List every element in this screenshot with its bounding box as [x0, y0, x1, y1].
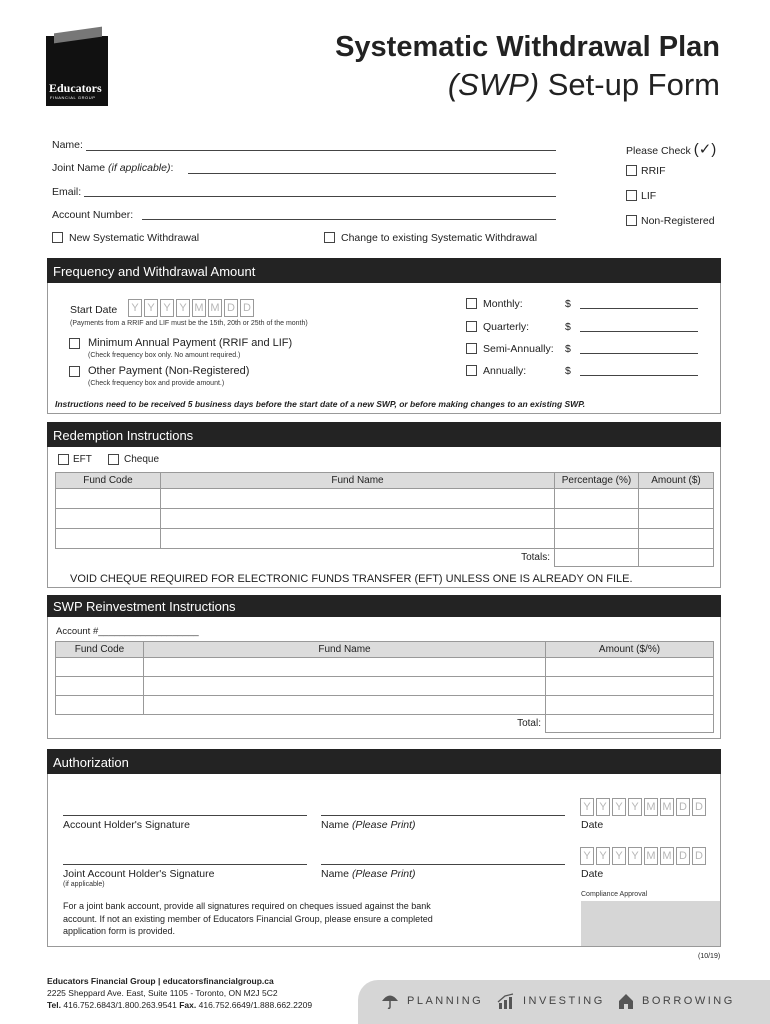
form-version: (10/19)	[698, 953, 721, 960]
min-payment-checkbox[interactable]	[69, 338, 80, 349]
holder-signature-field[interactable]	[63, 815, 307, 816]
redemption-section-header: Redemption Instructions	[47, 422, 721, 447]
joint-signature-field[interactable]	[63, 864, 307, 865]
compliance-approval-label: Compliance Approval	[581, 891, 648, 898]
reinvestment-section-header: SWP Reinvestment Instructions	[47, 595, 721, 617]
table-row[interactable]	[56, 696, 714, 715]
rrif-checkbox[interactable]	[626, 165, 637, 176]
other-payment-label: Other Payment (Non-Registered)	[88, 365, 250, 377]
monthly-checkbox[interactable]	[466, 298, 477, 309]
joint-signature-label: Joint Account Holder's Signature	[63, 868, 215, 880]
lif-label: LIF	[641, 190, 657, 202]
change-swp-label: Change to existing Systematic Withdrawal	[341, 232, 538, 244]
annually-label: Annually:	[483, 365, 527, 377]
non-registered-label: Non-Registered	[641, 215, 715, 227]
reinvestment-account-field[interactable]: Account #___________________	[56, 626, 199, 637]
quarterly-amount-field[interactable]	[580, 331, 698, 332]
monthly-amount-field[interactable]	[580, 308, 698, 309]
joint-name-field[interactable]	[188, 173, 556, 174]
change-swp-checkbox[interactable]	[324, 232, 335, 243]
joint-account-info: For a joint bank account, provide all signatures required on cheques issued against the bank account. If not an existing member of Educators Financial Group, please ensure a completed application form is provided.	[63, 901, 433, 936]
reinvestment-total-field[interactable]	[546, 715, 714, 733]
amount-total-field[interactable]	[639, 549, 714, 567]
rrif-label: RRIF	[641, 165, 666, 177]
quarterly-checkbox[interactable]	[466, 321, 477, 332]
frequency-section-header: Frequency and Withdrawal Amount	[47, 258, 721, 283]
min-payment-note: (Check frequency box only. No amount required.)	[88, 352, 241, 359]
joint-name-print-label: Name (Please Print)	[321, 868, 416, 880]
holder-name-label: Name (Please Print)	[321, 819, 416, 831]
joint-date-field[interactable]: Y Y Y Y M M D D	[580, 847, 708, 865]
other-payment-checkbox[interactable]	[69, 366, 80, 377]
annually-currency: $	[565, 365, 571, 377]
monthly-label: Monthly:	[483, 298, 523, 310]
holder-date-label: Date	[581, 819, 604, 831]
please-check-label: Please Check (✓)	[626, 141, 717, 158]
table-row[interactable]	[56, 509, 714, 529]
annually-checkbox[interactable]	[466, 365, 477, 376]
cheque-label: Cheque	[124, 454, 160, 465]
new-swp-label: New Systematic Withdrawal	[69, 232, 200, 244]
authorization-section-header: Authorization	[47, 749, 721, 774]
void-cheque-notice: VOID CHEQUE REQUIRED FOR ELECTRONIC FUNDS TRANSFER (EFT) UNLESS ONE IS ALREADY ON FILE.	[70, 573, 633, 585]
redemption-totals-row: Totals:	[56, 549, 714, 567]
quarterly-label: Quarterly:	[483, 321, 530, 333]
percentage-total-field[interactable]	[555, 549, 639, 567]
form-title: Systematic Withdrawal Plan	[335, 31, 720, 63]
start-date-label: Start Date	[70, 304, 118, 316]
other-payment-note: (Check frequency box and provide amount.)	[88, 380, 225, 387]
semi-annually-checkbox[interactable]	[466, 343, 477, 354]
monthly-currency: $	[565, 298, 571, 310]
email-label: Email:	[52, 186, 82, 198]
name-field[interactable]	[86, 150, 556, 151]
footer-company: Educators Financial Group | educatorsfinancialgroup.ca	[47, 976, 274, 986]
footer-address: 2225 Sheppard Ave. East, Suite 1105 - Toronto, ON M2J 5C2	[47, 988, 278, 998]
footer-contact: Tel. 416.752.6843/1.800.263.9541 Fax. 416.752.6649/1.888.662.2209	[47, 1000, 313, 1010]
start-date-note: (Payments from a RRIF and LIF must be the 15th, 20th or 25th of the month)	[70, 320, 308, 327]
house-icon	[618, 993, 634, 1009]
new-swp-checkbox[interactable]	[52, 232, 63, 243]
lif-checkbox[interactable]	[626, 190, 637, 201]
email-field[interactable]	[84, 196, 556, 197]
semi-annually-label: Semi-Annually:	[483, 343, 554, 355]
holder-name-field[interactable]	[321, 815, 565, 816]
joint-name-label: Joint Name (if applicable):	[52, 162, 174, 174]
redemption-table	[55, 472, 714, 567]
quarterly-currency: $	[565, 321, 571, 333]
table-row[interactable]	[56, 489, 714, 509]
account-number-field[interactable]	[142, 219, 556, 220]
joint-date-label: Date	[581, 868, 604, 880]
table-row[interactable]	[56, 529, 714, 549]
joint-name-print-field[interactable]	[321, 864, 565, 865]
account-number-label: Account Number:	[52, 209, 134, 221]
form-subtitle: (SWP) Set-up Form	[447, 67, 720, 102]
non-registered-checkbox[interactable]	[626, 215, 637, 226]
reinvestment-table	[55, 641, 714, 733]
reinvestment-table-header: Fund Code Fund Name Amount ($/%)	[56, 642, 714, 658]
start-date-field[interactable]: Y Y Y Y M M D D	[128, 299, 256, 317]
eft-checkbox[interactable]	[58, 454, 69, 465]
table-row[interactable]	[56, 658, 714, 677]
holder-signature-label: Account Holder's Signature	[63, 819, 190, 831]
nav-borrowing[interactable]: BORROWING	[618, 993, 735, 1009]
table-row[interactable]	[56, 677, 714, 696]
name-label: Name:	[52, 139, 83, 151]
frequency-instructions: Instructions need to be received 5 business days before the start date of a new SWP, or before making changes to an existing SWP.	[55, 399, 586, 409]
joint-signature-note: (if applicable)	[63, 881, 105, 888]
reinvestment-total-row: Total:	[56, 715, 714, 733]
min-payment-label: Minimum Annual Payment (RRIF and LIF)	[88, 337, 293, 349]
nav-investing[interactable]: INVESTING	[497, 993, 605, 1009]
semi-annually-currency: $	[565, 343, 571, 355]
company-logo: Educators FINANCIAL GROUP	[46, 36, 108, 106]
holder-date-field[interactable]: Y Y Y Y M M D D	[580, 798, 708, 816]
compliance-approval-box[interactable]	[581, 901, 720, 946]
cheque-checkbox[interactable]	[108, 454, 119, 465]
eft-label: EFT	[73, 454, 92, 465]
umbrella-icon	[381, 993, 399, 1009]
redemption-table-header: Fund Code Fund Name Percentage (%) Amount ($)	[56, 473, 714, 489]
annually-amount-field[interactable]	[580, 375, 698, 376]
growth-chart-icon	[497, 993, 515, 1009]
semi-annually-amount-field[interactable]	[580, 353, 698, 354]
nav-planning[interactable]: PLANNING	[381, 993, 483, 1009]
